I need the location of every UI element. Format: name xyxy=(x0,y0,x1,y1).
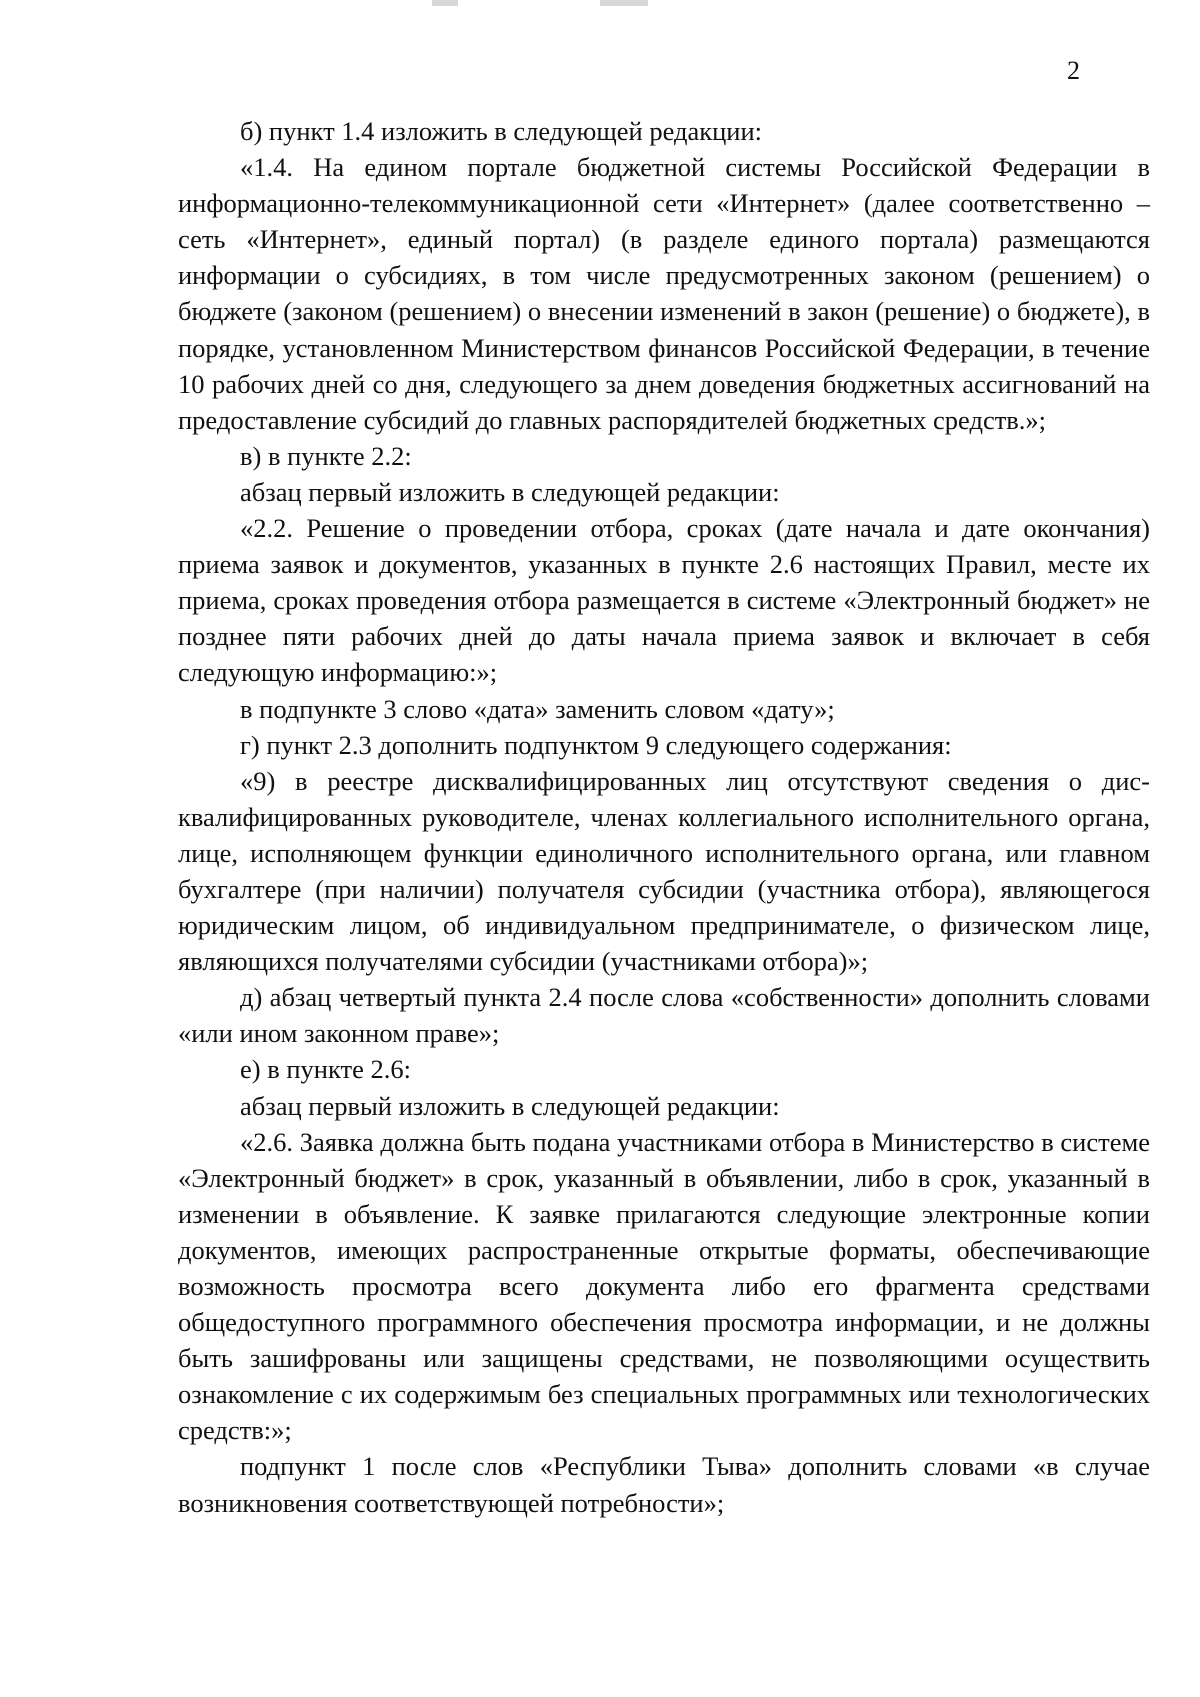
paragraph: абзац первый изложить в следующей редакции: xyxy=(240,1090,780,1121)
paragraph: «9) в реестре дисквалифицированных лиц отсутствуют сведения о дисквалифицированных руководителе, членах коллегиального исполнительного органа, лице, исполняющем функции единоличного исполнительного органа, или главном бухгалтере (при наличии) получателя субсидии (участника отбора), являющегося юридическим лицом, об индивидуальном предпринимателе, о физическом лице, являющихся получателями субсидии (участниками отбора)»; xyxy=(178,765,1150,977)
page-number: 2 xyxy=(1067,56,1080,85)
paragraph: абзац первый изложить в следующей редакции: xyxy=(240,476,780,507)
document-body xyxy=(178,113,1150,1521)
paragraph: «1.4. На едином портале бюджетной системы Российской Федерации в информационно-телекоммуникационной сети «Интернет» (далее соответственно – сеть «Интернет», единый портал) (в разделе единого портала) размещаются информации о субсидиях, в том числе предусмотренных законом (решением) о бюджете (законом (решением) о внесении изменений в закон (решение) о бюджете), в порядке, установленном Министерством финансов Российской Федерации, в течение 10 рабочих дней со дня, следующего за днем доведения бюджетных ассигнований на предоставление субсидий до главных распорядителей бюджетных средств.»; xyxy=(178,152,1150,435)
paragraph: «2.2. Решение о проведении отбора, сроках (дате начала и дате окончания) приема заявок и документов, указанных в пункте 2.6 настоящих Правил, месте их приема, сроках проведения отбора размещается в системе «Электронный бюджет» не позднее пяти рабочих дней до даты начала приема заявок и включает в себя следующую информацию:»; xyxy=(178,513,1150,688)
paragraph: подпункт 1 после слов «Республики Тыва» дополнить словами «в случае возникновения соответствующей потребности»; xyxy=(178,1451,1150,1518)
scan-artifact xyxy=(432,0,458,6)
paragraph: в) в пункте 2.2: xyxy=(240,440,412,471)
paragraph: «2.6. Заявка должна быть подана участниками отбора в Министерство в системе «Электронный бюджет» в срок, указанный в объявлении, либо в срок, указанный в изменении в объявление. К заявке прилагаются следующие электронные копии документов, имеющих распространенные открытые форматы, обеспечивающие возможность просмотра всего документа либо его фрагмента средствами общедоступного программного обеспечения просмотра информации, и не должны быть зашифрованы или защищены средствами, не позволяющими осуществить ознакомление с их содержимым без специальных программных или технологических средств:»; xyxy=(178,1126,1150,1446)
paragraph: е) в пункте 2.6: xyxy=(240,1054,411,1085)
paragraph: д) абзац четвертый пункта 2.4 после слова «собственности» дополнить словами «или ином законном праве»; xyxy=(178,982,1150,1049)
paragraph: б) пункт 1.4 изложить в следующей редакции: xyxy=(240,116,763,146)
paragraph: в подпункте 3 слово «дата» заменить словом «дату»; xyxy=(240,693,835,724)
scan-artifact xyxy=(600,0,648,6)
paragraph: г) пункт 2.3 дополнить подпунктом 9 следующего содержания: xyxy=(240,729,952,760)
